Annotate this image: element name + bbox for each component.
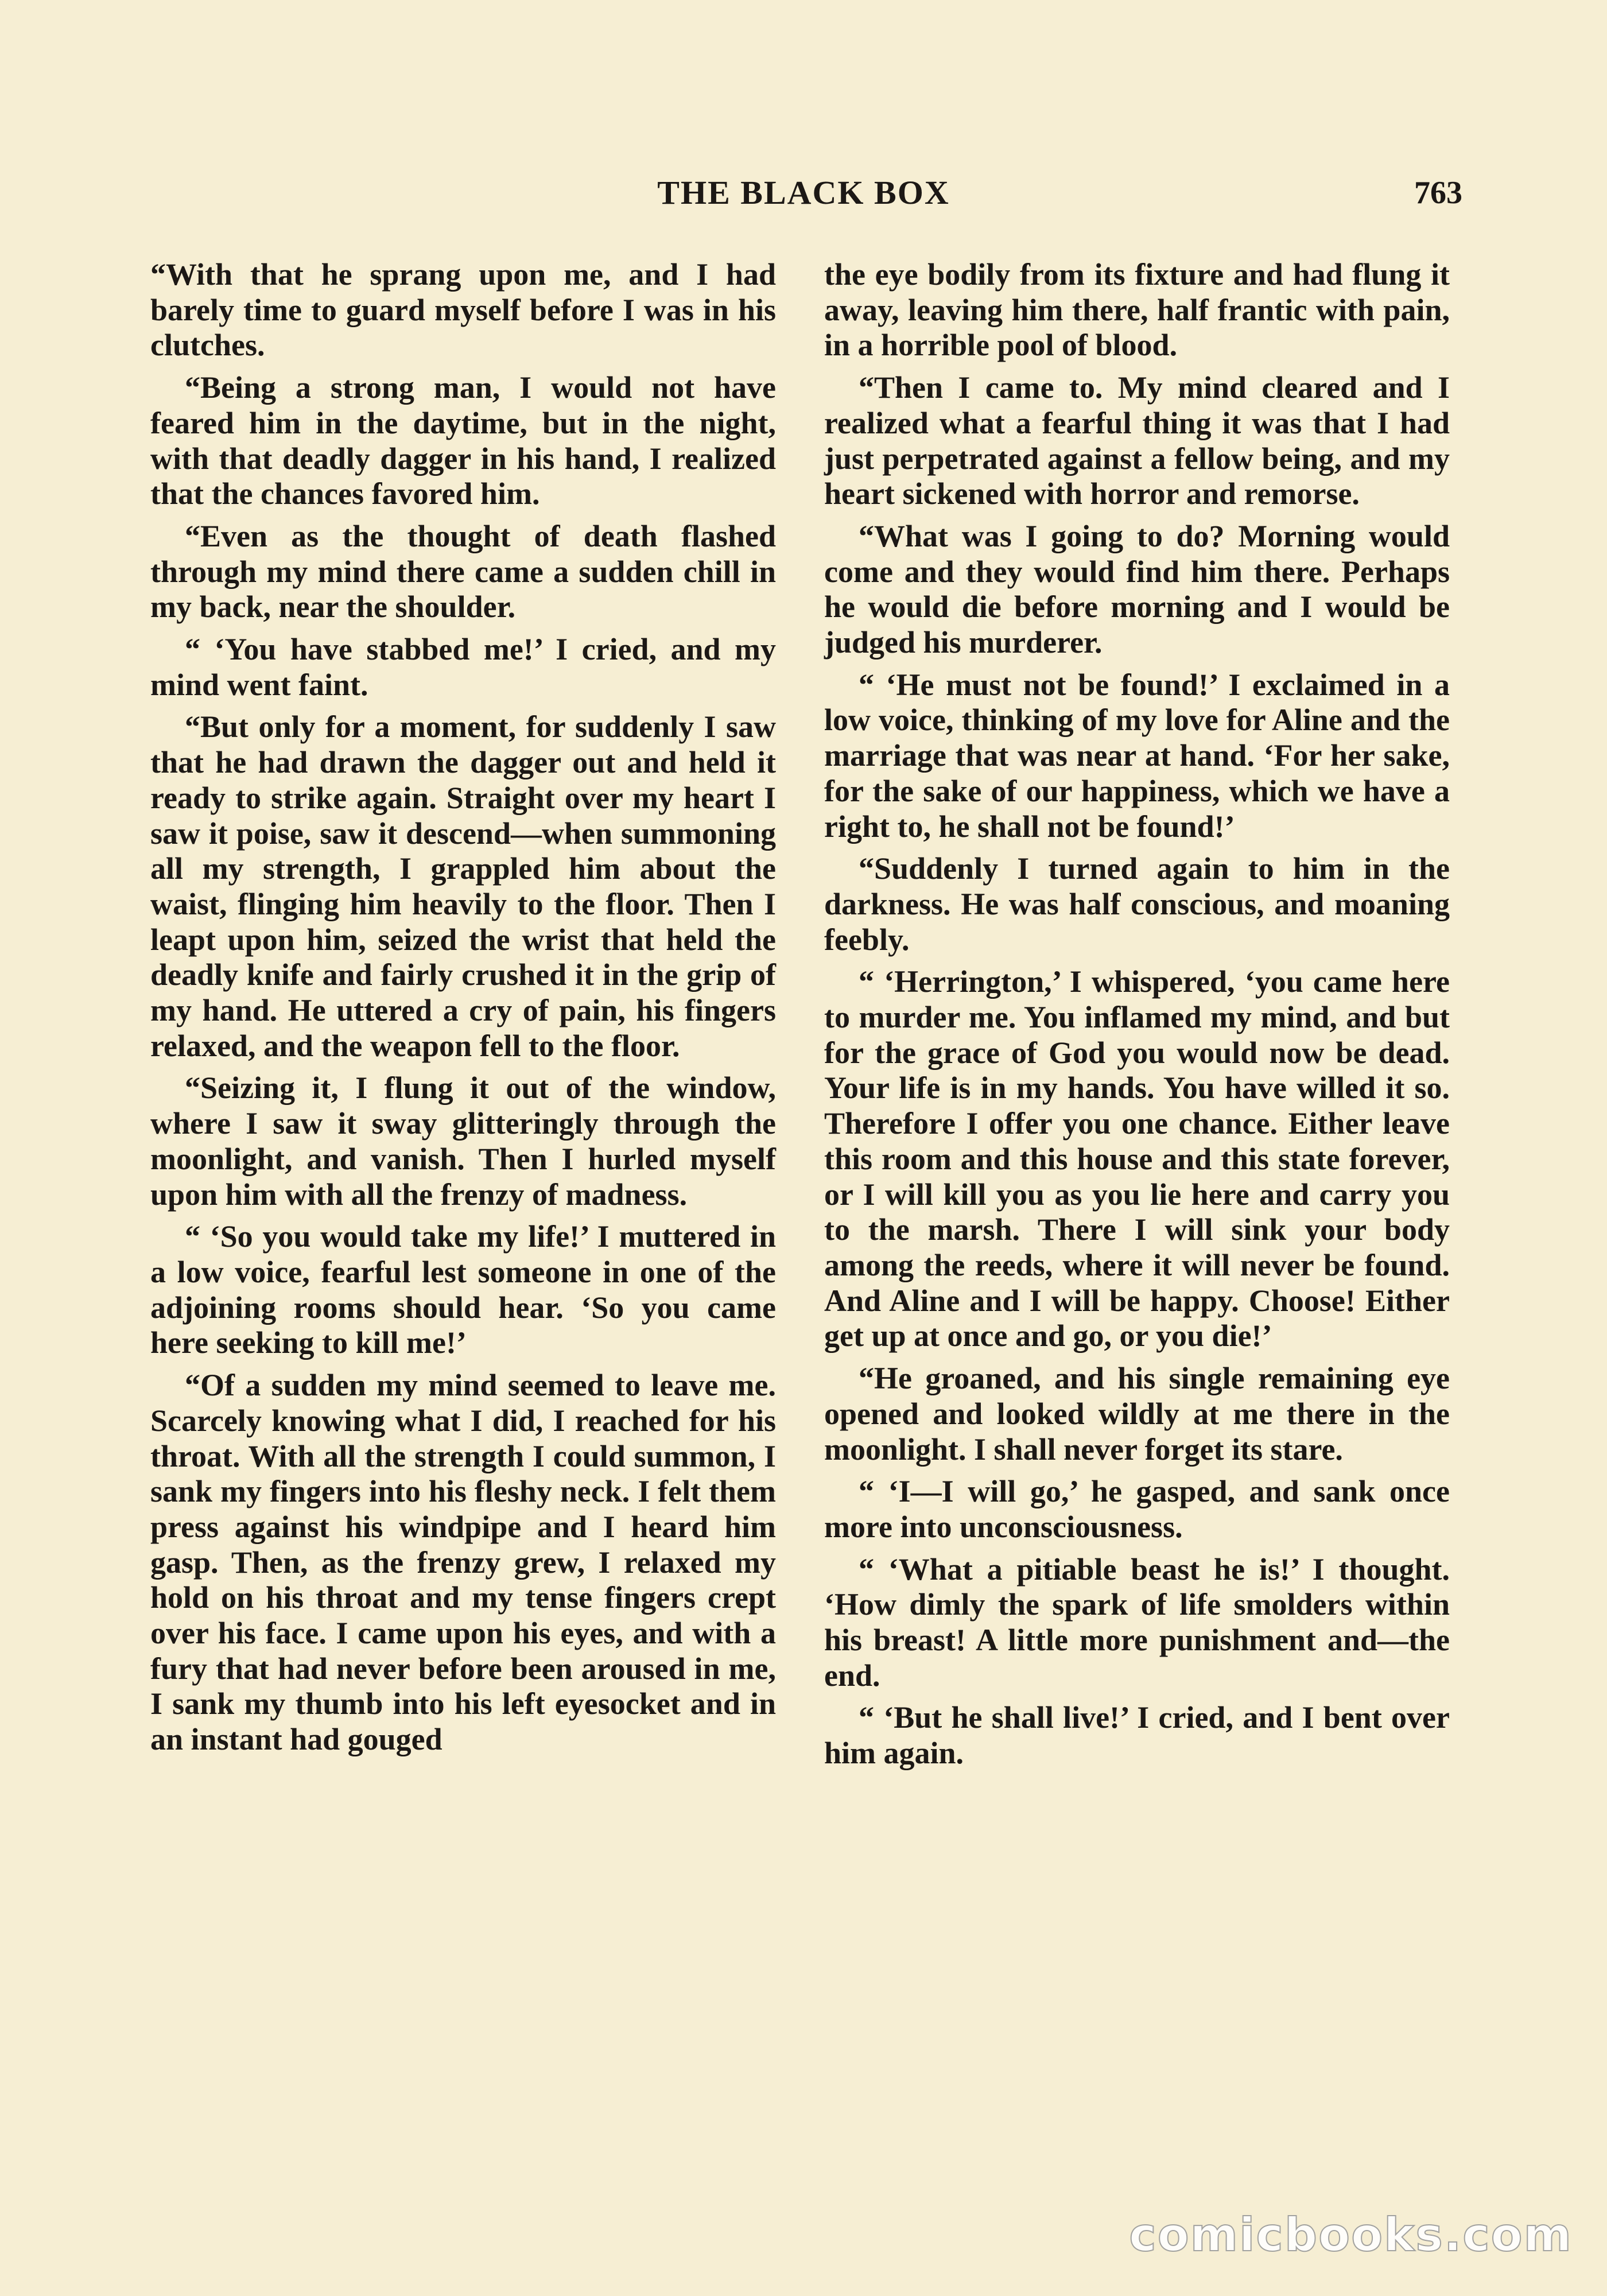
paragraph: “ ‘Herrington,’ I whispered, ‘you came here to murder me. You inflamed my mind, and but for the grace of God you would now be dead. Your life is in my hands. You have willed it so. Therefore I offer you one chance. Either leave this room and this house and this state forever, or I will kill you as you lie here and carry you to the marsh. There I will sink your body among the reeds, where it will never be found. And Aline and I will be happy. Choose! Either get up at once and go, or you die!’ xyxy=(824,964,1450,1353)
paragraph: “Of a sudden my mind seemed to leave me. Scarcely knowing what I did, I reached for his throat. With all the strength I could summon, I sank my fingers into his fleshy neck. I felt them press against his windpipe and I heard him gasp. Then, as the frenzy grew, I relaxed my hold on his throat and my tense fingers crept over his face. I came upon his eyes, and with a fury that had never before been aroused in me, I sank my thumb into his left eyesocket and in an instant had gouged xyxy=(150,1368,776,1757)
paragraph: “Being a strong man, I would not have feared him in the daytime, but in the night, with that deadly dagger in his hand, I realized that the chances favored him. xyxy=(150,370,776,511)
page-header xyxy=(0,170,1607,216)
paragraph: “ ‘He must not be found!’ I exclaimed in a low voice, thinking of my love for Aline and the marriage that was near at hand. ‘For her sake, for the sake of our happiness, which we have a right to, he shall not be found!’ xyxy=(824,667,1450,844)
watermark: comicbooks.com xyxy=(1129,2208,1573,2262)
paragraph: the eye bodily from its fixture and had flung it away, leaving him there, half frantic with pain, in a horrible pool of blood. xyxy=(824,257,1450,363)
page-number: 763 xyxy=(1414,175,1462,211)
paragraph: “What was I going to do? Morning would come and they would find him there. Perhaps he would die before morning and I would be judged his murderer. xyxy=(824,518,1450,660)
paragraph: “He groaned, and his single remaining eye opened and looked wildly at me there in the moonlight. I shall never forget its stare. xyxy=(824,1361,1450,1467)
right-column xyxy=(824,257,1450,1778)
paragraph: “With that he sprang upon me, and I had barely time to guard myself before I was in his clutches. xyxy=(150,257,776,363)
paragraph: “ ‘I—I will go,’ he gasped, and sank once more into unconsciousness. xyxy=(824,1474,1450,1544)
paragraph: “Seizing it, I flung it out of the window, where I saw it sway glitteringly through the moonlight, and vanish. Then I hurled myself upon him with all the frenzy of madness. xyxy=(150,1071,776,1212)
paragraph: “ ‘You have stabbed me!’ I cried, and my mind went faint. xyxy=(150,632,776,702)
paragraph: “Even as the thought of death flashed through my mind there came a sudden chill in my back, near the shoulder. xyxy=(150,518,776,625)
paragraph: “But only for a moment, for suddenly I saw that he had drawn the dagger out and held it ready to strike again. Straight over my heart I saw it poise, saw it descend—when summoning all my strength, I grappled him about the waist, flinging him heavily to the floor. Then I leapt upon him, seized the wrist that held the deadly knife and fairly crushed it in the grip of my hand. He uttered a cry of pain, his fingers relaxed, and the weapon fell to the floor. xyxy=(150,709,776,1063)
paragraph: “Then I came to. My mind cleared and I realized what a fearful thing it was that I had just perpetrated against a fellow being, and my heart sickened with horror and remorse. xyxy=(824,370,1450,511)
paragraph: “ ‘So you would take my life!’ I muttered in a low voice, fearful lest someone in one of the adjoining rooms should hear. ‘So you came here seeking to kill me!’ xyxy=(150,1219,776,1360)
left-column xyxy=(150,257,776,1764)
paragraph: “ ‘But he shall live!’ I cried, and I bent over him again. xyxy=(824,1700,1450,1771)
running-title: THE BLACK BOX xyxy=(657,174,950,211)
paragraph: “Suddenly I turned again to him in the darkness. He was half conscious, and moaning feebly. xyxy=(824,851,1450,957)
paragraph: “ ‘What a pitiable beast he is!’ I thought. ‘How dimly the spark of life smolders within his breast! A little more punishment and—the end. xyxy=(824,1552,1450,1693)
